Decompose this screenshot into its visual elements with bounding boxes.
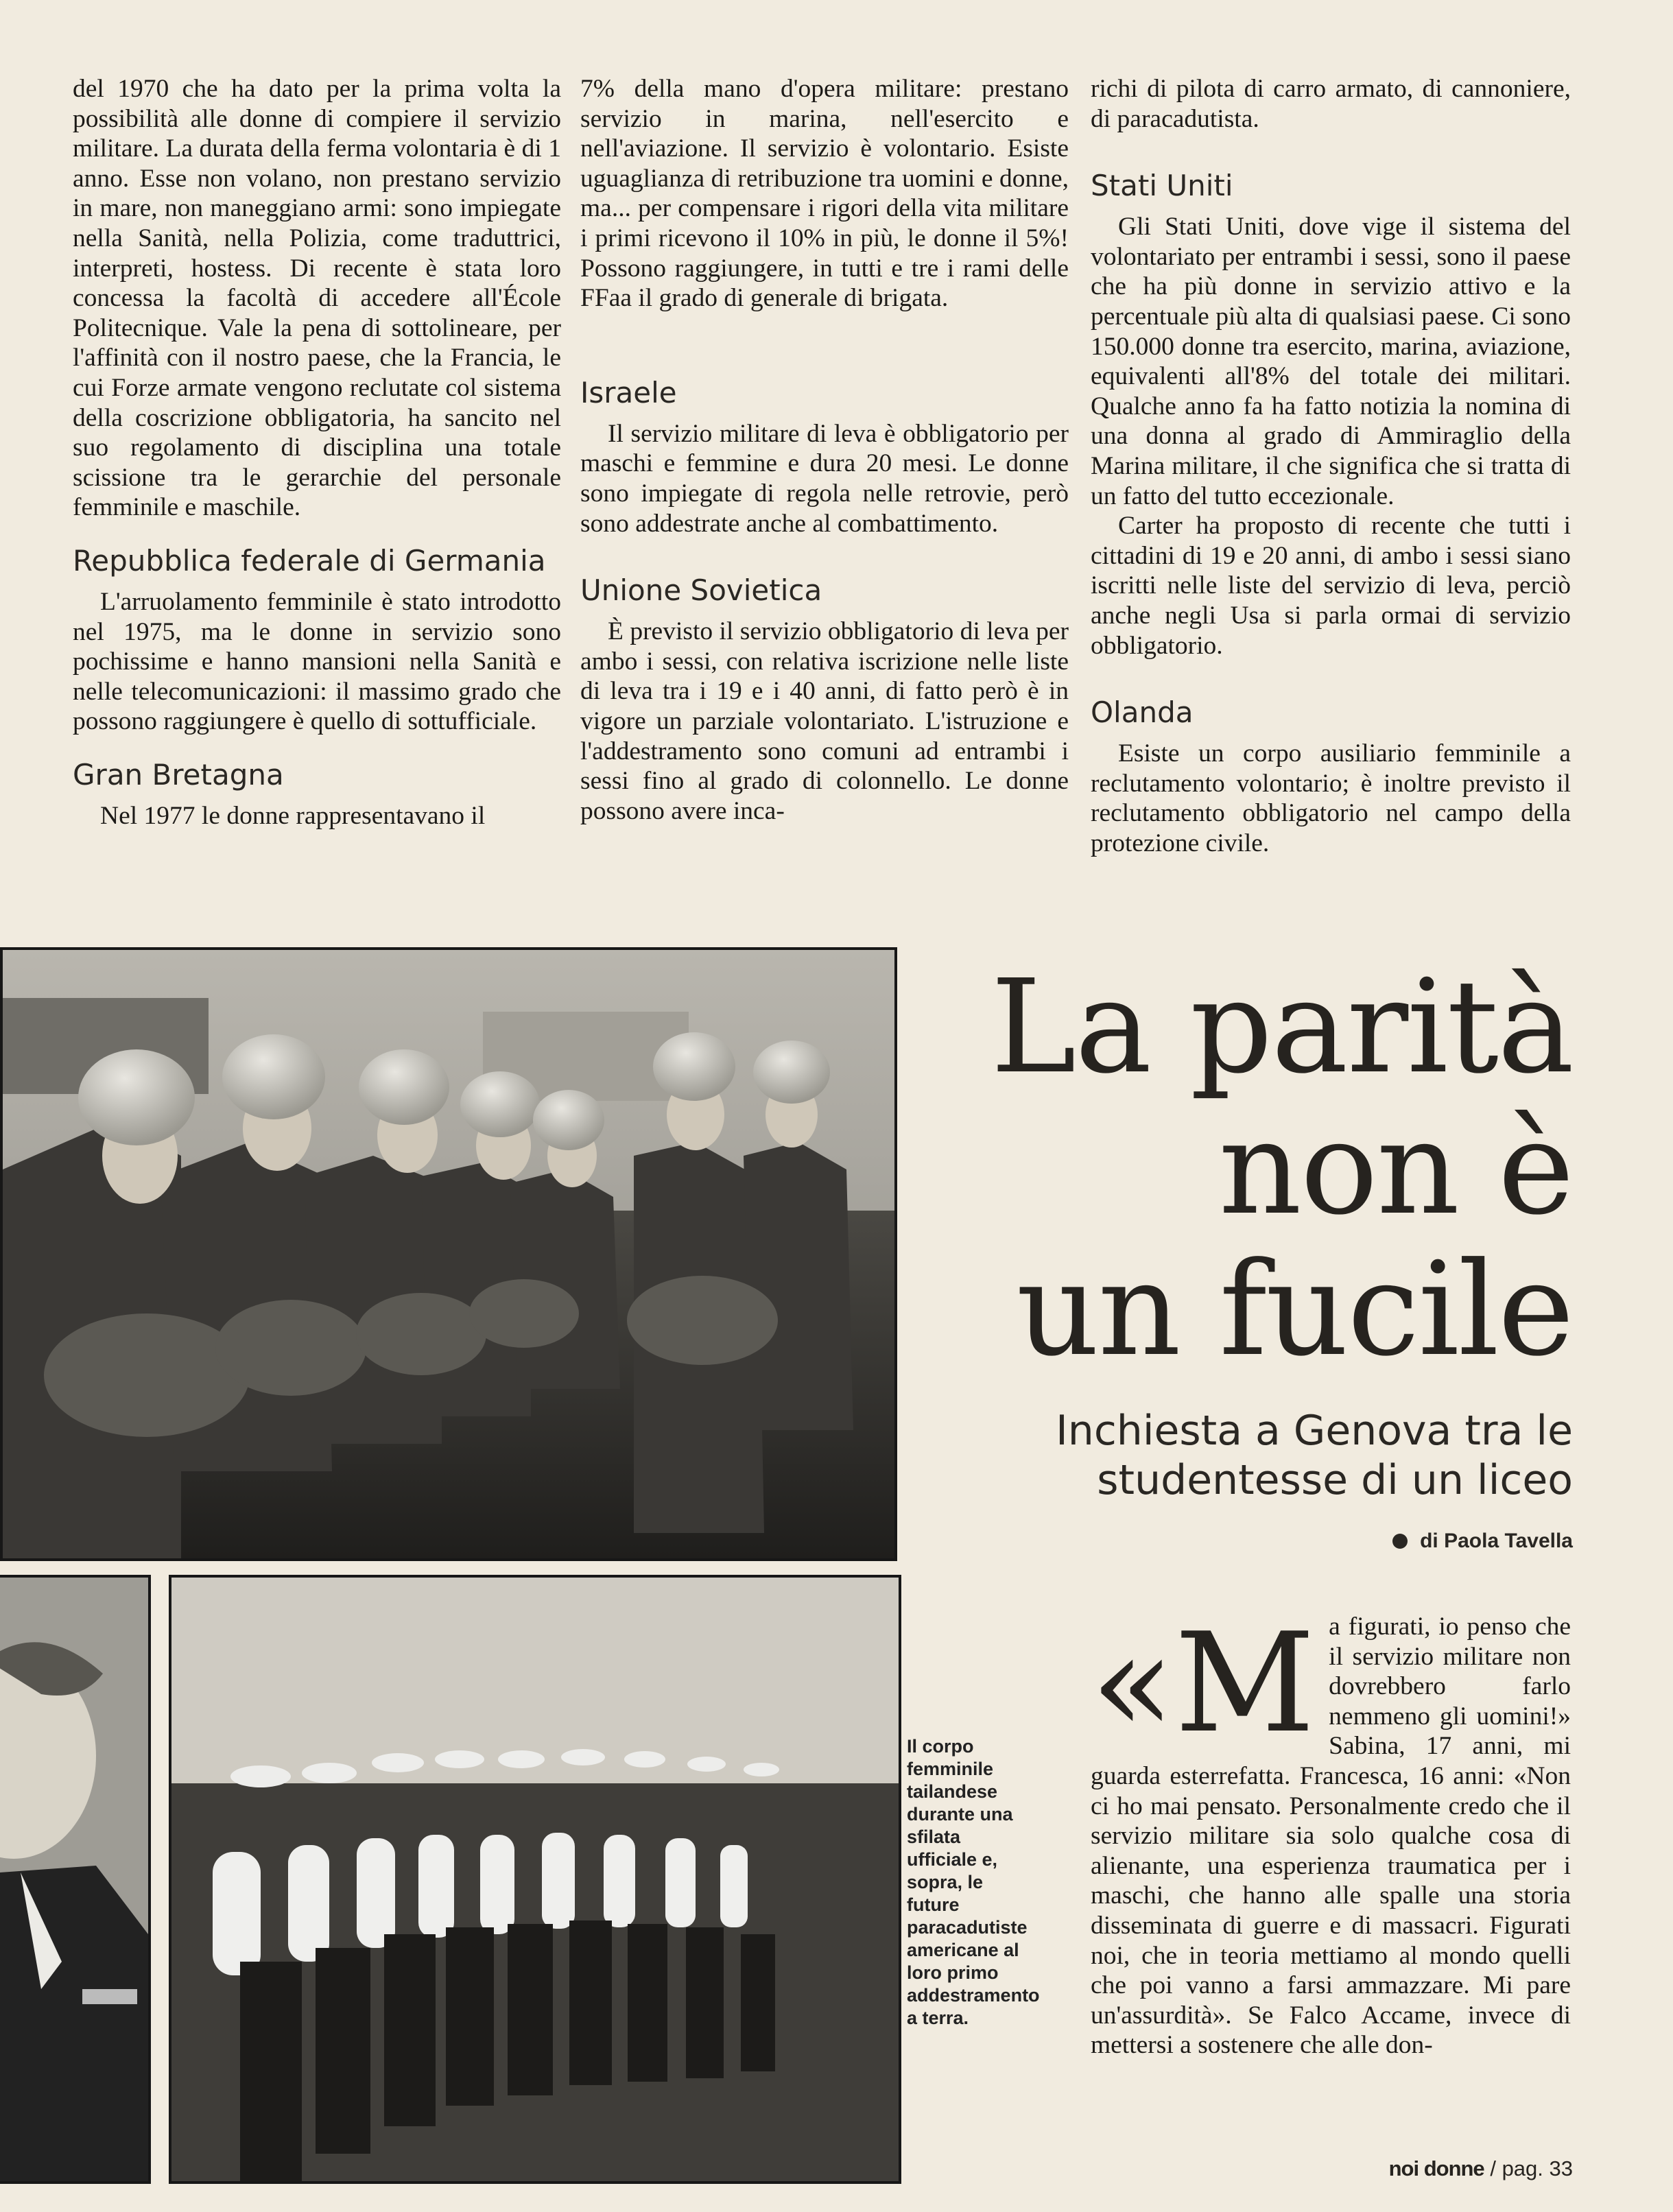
paragraph-ussr-cont: richi di pilota di carro armato, di cannoniere, di paracadutista.	[1091, 75, 1571, 133]
text-column-2	[580, 74, 1069, 826]
text-column-3	[1091, 74, 1571, 858]
byline-text: di Paola Tavella	[1420, 1530, 1573, 1552]
photo-thai-parade	[169, 1575, 901, 2184]
paragraph-israel: Il servizio militare di leva è obbligatorio per maschi e femmine e dura 20 mesi. Le donne sono impiegate di regola nelle retrovie, però sono addestrate anche al combattimento.	[580, 419, 1069, 538]
heading-usa: Stati Uniti	[1091, 169, 1233, 203]
photo-paratrooper-trainees	[0, 947, 897, 1561]
bullet-icon	[1392, 1534, 1408, 1549]
footer-separator: /	[1490, 2156, 1496, 2180]
heading-uk: Gran Bretagna	[73, 757, 284, 792]
headline-line-2: non è	[1218, 1093, 1573, 1244]
headline-line-3: un fucile	[1016, 1235, 1573, 1385]
paragraph-ussr: È previsto il servizio obbligatorio di leva per ambo i sessi, con relativa iscrizione nelle liste di leva tra i 19 e i 40 anni, di fatto però è in vigore un parziale volontariato. L'istruzione e l'addestramento sono comuni ad entrambi i sessi fino al grado di colonnello. Le donne possono avere inca-	[580, 617, 1069, 825]
article-intro	[1091, 1604, 1571, 2060]
heading-ussr: Unione Sovietica	[580, 573, 822, 608]
paragraph-france: del 1970 che ha dato per la prima volta la possibilità alle donne di compiere il servizio militare. La durata della ferma volontaria è di 1 anno. Esse non volano, non prestano servizio in mare, non maneggiano armi: sono impiegate nella Sanità, nella Polizia, come traduttrici, interpreti, hostess. Di recente è stata loro concessa la facoltà di accedere all'École Politecnique. Vale la pena di sottolineare, per l'affinità con il nostro paese, che la Francia, le cui Forze armate vengono reclutate col sistema della coscrizione obbligatoria, ha sancito nel suo regolamento di disciplina una totale scissione tra le gerarchie del personale femminile e maschile.	[73, 75, 561, 522]
paragraph-germany: L'arruolamento femminile è stato introdotto nel 1975, ma le donne in servizio sono pochissime e hanno mansioni nella Sanità e nelle telecomunicazioni: il massimo grado che possono raggiungere è quello di sottufficiale.	[73, 587, 561, 736]
headline-line-1: La parità	[990, 952, 1573, 1102]
drop-cap-letter: M	[1174, 1604, 1316, 1763]
heading-germany: Repubblica federale di Germania	[73, 543, 546, 578]
paragraph-uk: Nel 1977 le donne rappresentavano il	[100, 801, 486, 830]
paragraph-usa-2: Carter ha proposto di recente che tutti i cittadini di 19 e 20 anni, di ambo i sessi siano iscritti nelle liste del servizio di leva, perciò anche negli Usa si parla ormai di servizio obbligatorio.	[1091, 512, 1571, 660]
paragraph-netherlands: Esiste un corpo ausiliario femminile a reclutamento volontario; è inoltre previsto il reclutamento obbligatorio nel campo della protezione civile.	[1091, 739, 1571, 857]
paragraph-usa-1: Gli Stati Uniti, dove vige il sistema del volontariato per entrambi i sessi, sono il paese che ha più donne in servizio attivo e la percentuale più alta di qualsiasi paese. Ci sono 150.000 donne tra esercito, marina, aviazione, equivalenti all'8% del totale dei militari. Qualche anno fa ha fatto notizia la nomina di una donna al grado di Ammiraglio della Marina militare, il che significa che si tratta di un fatto del tutto eccezionale.	[1091, 213, 1571, 510]
subheadline-line-1: Inchiesta a Genova tra le	[1056, 1407, 1573, 1455]
photo-caption: Il corpo femminile tailandese durante una sfilata ufficiale e, sopra, le future paracadutiste americane al loro primo addestramento a terra.	[907, 1736, 1040, 2028]
heading-netherlands: Olanda	[1091, 695, 1194, 730]
subheadline	[956, 1406, 1573, 1505]
photo-parade-illustration	[171, 1578, 899, 2181]
paragraph-uk-cont: 7% della mano d'opera militare: prestano servizio in marina, nell'esercito e nell'aviazione. Il servizio è volontario. Esiste uguaglianza di retribuzione tra uomini e donne, ma... per compensare i rigori della vita militare i primi ricevono il 10% in più, le donne il 5%! Possono raggiungere, in tutti e tre i rami delle FFaa il grado di generale di brigata.	[580, 75, 1069, 313]
subheadline-line-2: studentesse di un liceo	[1097, 1456, 1573, 1504]
photo-officer-illustration	[0, 1578, 148, 2181]
article-text: a figurati, io penso che il servizio militare non dovrebbero farlo nemmeno gli uomini!» Sabina, 17 anni, mi guarda esterrefatta. Francesca, 16 anni: «Non ci ho mai pensato. Personalmente credo che il servizio militare sia solo qualche cosa di alienante, una esperienza traumatica per i maschi, che hanno alle spalle una storia disseminata di guerre e di massacri. Figurati noi, che in teoria mettiamo al mondo quelli che poi vanno a farsi ammazzare. Mi pare un'assurdità». Se Falco Accame, invece di mettersi a sostenere che alle don-	[1091, 1613, 1571, 2060]
headline	[956, 952, 1573, 1385]
drop-cap	[1091, 1604, 1316, 1763]
photo-officer-portrait	[0, 1575, 151, 2184]
page-footer	[1389, 2156, 1573, 2181]
page-number: pag. 33	[1502, 2156, 1573, 2180]
byline	[1392, 1530, 1573, 1553]
text-column-1	[73, 74, 561, 831]
heading-israel: Israele	[580, 375, 677, 409]
drop-cap-quote: «	[1091, 1604, 1175, 1763]
photo-paratrooper-illustration	[3, 950, 894, 1558]
magazine-name: noi donne	[1388, 2156, 1484, 2180]
